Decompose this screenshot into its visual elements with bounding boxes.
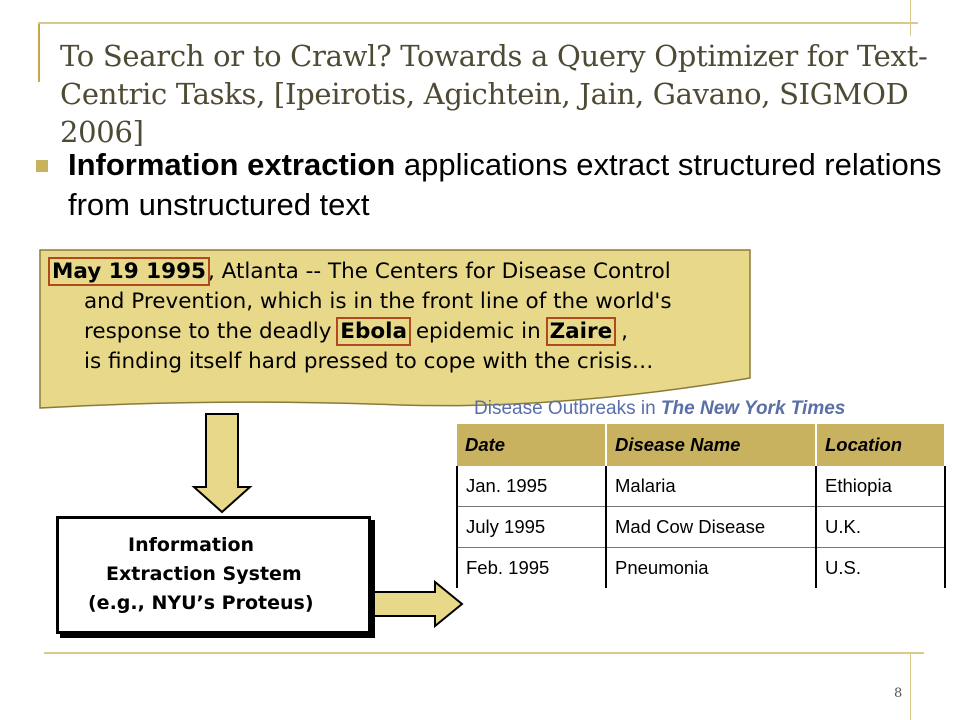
cell-date: Feb. 1995 (457, 548, 606, 589)
table-row (457, 548, 945, 589)
page-number: 8 (894, 686, 903, 701)
cell-disease: Malaria (606, 466, 816, 507)
snippet-line-3 (50, 317, 750, 347)
header-location: Location (816, 424, 945, 466)
table-header-row (457, 424, 945, 466)
snippet-line-2: and Prevention, which is in the front line of the world's (84, 289, 672, 314)
table-row (457, 507, 945, 548)
down-arrow-icon (194, 414, 250, 512)
highlight-disease: Ebola (340, 319, 407, 344)
news-snippet (50, 257, 750, 377)
snippet-text: , (614, 319, 628, 344)
highlight-location: Zaire (549, 319, 613, 344)
ie-system-line-1: Information (128, 534, 255, 556)
cell-date: Jan. 1995 (457, 466, 606, 507)
slide-title: To Search or to Crawl? Towards a Query Optimizer for Text-Centric Tasks, [Ipeirotis, Agichtein, Jain, Gavano, SIGMOD 2006] (60, 39, 928, 149)
bullet-rest: applications extract structured relations from unstructured text (68, 147, 942, 222)
outbreaks-table (456, 424, 946, 588)
caption-source: The New York Times (660, 398, 846, 419)
header-date: Date (457, 424, 606, 466)
cell-location: Ethiopia (816, 466, 945, 507)
header-disease-name: Disease Name (606, 424, 816, 466)
cell-location: U.S. (816, 548, 945, 589)
cell-disease: Mad Cow Disease (606, 507, 816, 548)
cell-disease: Pneumonia (606, 548, 816, 589)
snippet-line-4: is finding itself hard pressed to cope with the crisis… (84, 349, 654, 374)
highlight-date: May 19 1995 (52, 259, 206, 284)
snippet-text: response to the deadly (84, 319, 339, 344)
ie-system-label (56, 531, 371, 618)
table-caption (474, 398, 845, 420)
ie-system-line-3: (e.g., NYU’s Proteus) (88, 592, 314, 614)
cell-location: U.K. (816, 507, 945, 548)
snippet-text: , Atlanta -- The Centers for Disease Control (208, 259, 671, 284)
caption-prefix: Disease Outbreaks in (474, 398, 661, 419)
snippet-text: epidemic in (409, 319, 548, 344)
right-arrow-icon (371, 582, 462, 626)
table-row (457, 466, 945, 507)
bullet-bold-term: Information extraction (68, 147, 396, 182)
ie-system-line-2: Extraction System (106, 563, 302, 585)
cell-date: July 1995 (457, 507, 606, 548)
